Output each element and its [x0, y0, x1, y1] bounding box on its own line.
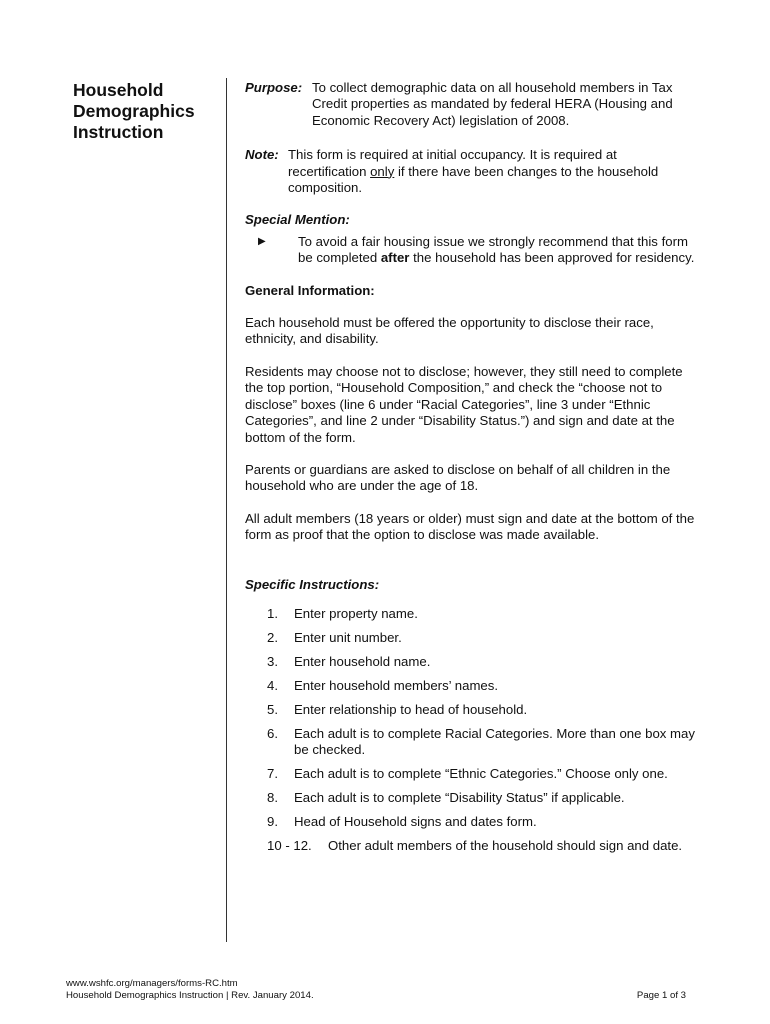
document-title	[73, 80, 223, 143]
item-text: Head of Household signs and dates form.	[294, 814, 537, 830]
purpose-label: Purpose:	[245, 80, 303, 95]
list-item	[245, 838, 695, 854]
note-section	[245, 147, 695, 196]
note-underlined-word: only	[370, 163, 395, 179]
instructions-list	[245, 606, 695, 855]
item-text: Enter unit number.	[294, 629, 402, 645]
bullet-text-start: To avoid a fair housing issue we strongly recommend that this form be completed	[298, 233, 688, 266]
general-paragraph-4: All adult members (18 years or older) must sign and date at the bottom of the form as proof that the option to disclose was made available.	[245, 510, 695, 543]
item-text: Enter household name.	[294, 653, 431, 669]
vertical-divider	[226, 78, 227, 942]
special-mention-section	[245, 212, 695, 266]
specific-instructions-heading: Specific Instructions:	[245, 576, 380, 592]
general-information-section	[245, 283, 695, 544]
footer-row	[66, 990, 686, 1002]
item-number: 6.	[267, 725, 278, 741]
item-number: 1.	[267, 605, 278, 621]
special-mention-bullet	[255, 234, 695, 267]
triangle-bullet-icon: ▶	[258, 235, 266, 247]
item-text: Each adult is to complete Racial Categories. More than one box may be checked.	[294, 725, 695, 758]
item-text: Enter property name.	[294, 605, 418, 621]
note-text-end: if there have been changes to the household composition.	[288, 163, 659, 196]
purpose-text: To collect demographic data on all household members in Tax Credit properties as mandated by federal HERA (Housing and Economic Recovery Act) legislation of 2008.	[312, 80, 673, 128]
general-paragraph-3: Parents or guardians are asked to disclose on behalf of all children in the household who are under the age of 18.	[245, 461, 671, 494]
list-item	[245, 630, 695, 646]
list-item	[245, 678, 695, 694]
note-text	[288, 147, 695, 196]
item-text: Each adult is to complete “Disability Status” if applicable.	[294, 790, 625, 806]
title-line-2: Demographics	[73, 101, 195, 121]
list-item	[245, 814, 695, 830]
note-text-start: This form is required at initial occupancy. It is required at recertification	[288, 147, 617, 179]
special-mention-heading: Special Mention:	[245, 212, 350, 228]
item-text: Enter household members’ names.	[294, 677, 499, 693]
specific-instructions-section	[245, 577, 695, 855]
special-mention-text	[298, 234, 695, 267]
general-paragraph-2: Residents may choose not to disclose; however, they still need to complete the top portion, “Household Composition,” and check the “choose not to disclose” boxes (line 6 under “Racial Categories”, line 3 under “Ethnic Categories”, and line 2 under “Disability Status.”) and sign and date at the bottom of the form.	[245, 363, 683, 445]
item-text: Enter relationship to head of household.	[294, 701, 528, 717]
general-paragraph-1: Each household must be offered the opportunity to disclose their race, ethnicity, and disability.	[245, 315, 654, 347]
item-number: 8.	[267, 790, 278, 806]
list-item	[245, 654, 695, 670]
item-number: 5.	[267, 701, 278, 717]
list-item	[245, 726, 695, 759]
bullet-text-end: the household has been approved for residency.	[409, 250, 695, 266]
title-line-3: Instruction	[73, 122, 164, 142]
item-number: 4.	[267, 677, 278, 693]
item-text: Each adult is to complete “Ethnic Categories.” Choose only one.	[294, 766, 668, 782]
list-item	[245, 766, 695, 782]
bullet-bold-word: after	[380, 250, 410, 266]
item-number: 10 - 12.	[267, 838, 312, 854]
item-number: 9.	[267, 814, 278, 830]
item-number: 3.	[267, 653, 278, 669]
footer-url: www.wshfc.org/managers/forms-RC.htm	[66, 978, 238, 989]
purpose-section	[245, 80, 695, 129]
item-number: 7.	[267, 766, 278, 782]
item-number: 2.	[267, 629, 278, 645]
list-item	[245, 702, 695, 718]
list-item	[245, 790, 695, 806]
page-number: Page 1 of 3	[636, 990, 686, 1001]
page-footer	[66, 978, 686, 1002]
title-line-1: Household	[73, 80, 164, 100]
footer-document-line: Household Demographics Instruction | Rev. January 2014.	[66, 990, 314, 1001]
instruction-body	[245, 80, 695, 862]
item-text: Other adult members of the household should sign and date.	[328, 838, 683, 854]
general-information-heading: General Information:	[245, 282, 375, 298]
note-label: Note:	[245, 147, 279, 163]
list-item	[245, 606, 695, 622]
